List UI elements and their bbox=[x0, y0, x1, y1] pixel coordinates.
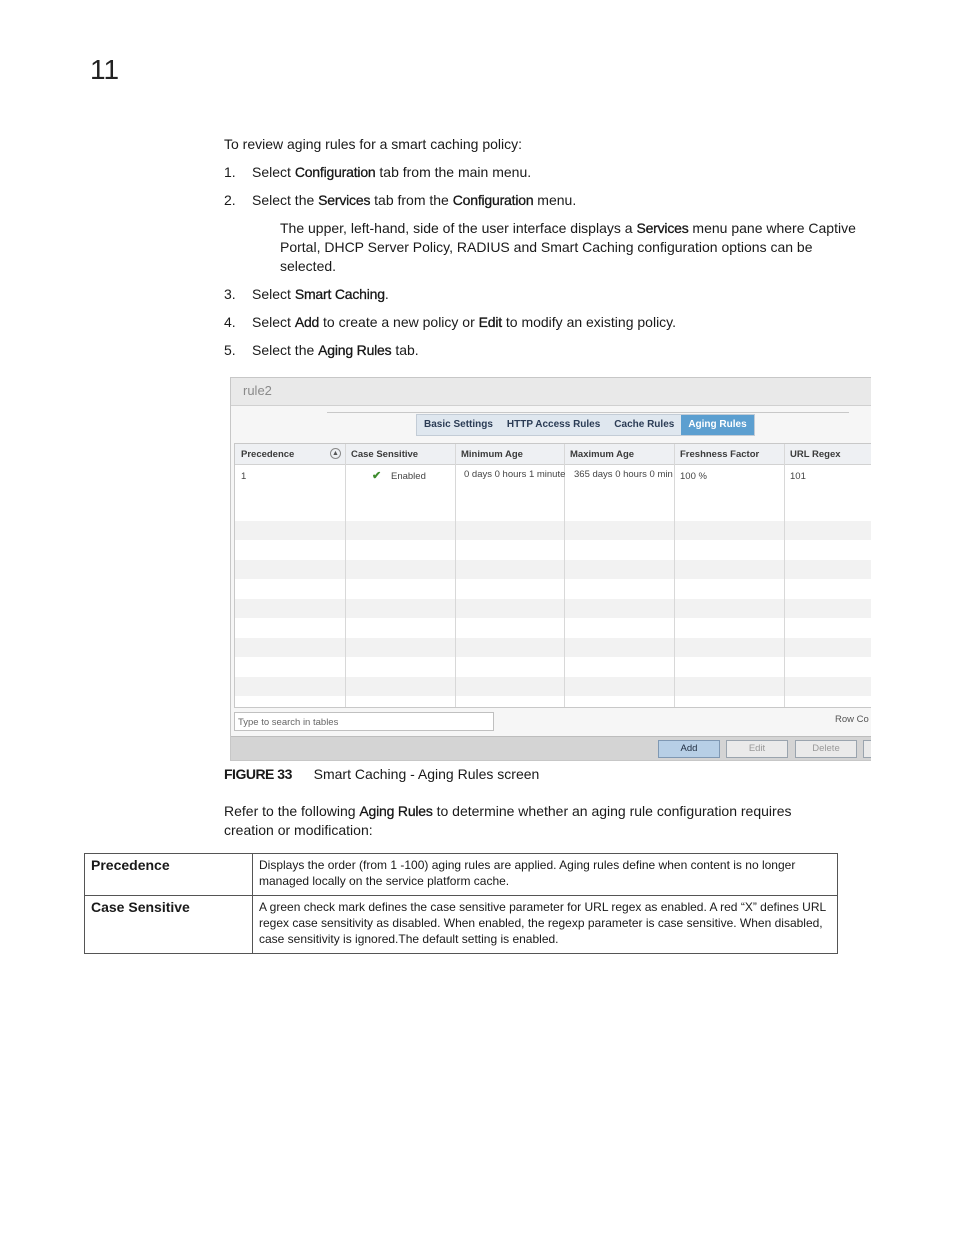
step-1: 1. Select Configuration tab from the main menu. bbox=[224, 164, 532, 180]
term-precedence: Precedence bbox=[85, 854, 253, 896]
cell-maximum-age[interactable]: 365 days 0 hours 0 min bbox=[574, 469, 673, 480]
cell-minimum-age[interactable]: 0 days 0 hours 1 minute bbox=[464, 469, 566, 480]
policy-title: rule2 bbox=[243, 383, 272, 398]
column-divider bbox=[674, 444, 675, 707]
tab-cache-rules[interactable]: Cache Rules bbox=[614, 419, 675, 430]
term-case-sensitive: Case Sensitive bbox=[85, 896, 253, 954]
cell-freshness-factor[interactable]: 100 % bbox=[680, 471, 707, 482]
figure-caption bbox=[224, 766, 539, 782]
table-header bbox=[235, 444, 871, 465]
chapter-number: 11 bbox=[90, 54, 120, 85]
column-divider bbox=[345, 444, 346, 707]
tab-basic-settings[interactable]: Basic Settings bbox=[424, 419, 493, 430]
sort-icon[interactable]: ▲ bbox=[330, 448, 341, 459]
table-row bbox=[235, 677, 871, 696]
step-3: 3. Select Smart Caching. bbox=[224, 286, 389, 302]
tab-http-access-rules[interactable]: HTTP Access Rules bbox=[506, 419, 601, 430]
column-url-regex[interactable]: URL Regex bbox=[790, 449, 841, 460]
desc-precedence: Displays the order (from 1 -100) aging rules are applied. Aging rules define when content is no longer managed locally on the service platform cache. bbox=[253, 854, 838, 896]
definitions-table bbox=[84, 853, 838, 954]
table-row bbox=[235, 638, 871, 657]
aging-rules-table bbox=[234, 443, 871, 708]
step-2: 2. Select the Services tab from the Configuration menu. bbox=[224, 192, 577, 208]
column-divider bbox=[784, 444, 785, 707]
refer-paragraph: Refer to the following Aging Rules to determine whether an aging rule configuration requires creation or modification: bbox=[224, 803, 792, 838]
table-row bbox=[85, 854, 838, 896]
column-minimum-age[interactable]: Minimum Age bbox=[461, 449, 523, 460]
column-freshness-factor[interactable]: Freshness Factor bbox=[680, 449, 760, 460]
table-row bbox=[235, 521, 871, 540]
column-divider bbox=[455, 444, 456, 707]
cell-case-sensitive[interactable]: Enabled bbox=[391, 471, 426, 482]
table-row bbox=[85, 896, 838, 954]
figure-title: Smart Caching - Aging Rules screen bbox=[313, 766, 540, 782]
cell-url-regex[interactable]: 101 bbox=[790, 471, 806, 482]
column-precedence[interactable]: Precedence bbox=[241, 449, 295, 460]
add-button[interactable]: Add bbox=[658, 740, 720, 758]
column-maximum-age[interactable]: Maximum Age bbox=[570, 449, 635, 460]
figure-label: FIGURE 33 bbox=[224, 766, 292, 782]
aging-rules-screenshot bbox=[230, 377, 871, 761]
table-row bbox=[235, 599, 871, 618]
step-5: 5. Select the Aging Rules tab. bbox=[224, 342, 419, 358]
cell-precedence[interactable]: 1 bbox=[241, 471, 247, 482]
column-divider bbox=[564, 444, 565, 707]
table-search-input[interactable]: Type to search in tables bbox=[234, 712, 494, 731]
check-icon: ✔ bbox=[372, 470, 382, 482]
step-2-note: The upper, left-hand, side of the user interface displays a Services menu pane where Captive Portal, DHCP Server Policy, RADIUS and Smart Caching configuration options can be selected. bbox=[280, 220, 856, 274]
row-count-label: Row Co bbox=[835, 714, 869, 725]
tab-aging-rules[interactable]: Aging Rules bbox=[681, 415, 753, 435]
desc-case-sensitive: A green check mark defines the case sensitive parameter for URL regex as enabled. A red “X” defines URL regex case sensitivity as disabled. When enabled, the regexp parameter is case sensitive. When disabled, case sensitivity is ignored.The default setting is enabled. bbox=[253, 896, 838, 954]
intro-text: To review aging rules for a smart caching policy: bbox=[224, 136, 523, 152]
column-case-sensitive[interactable]: Case Sensitive bbox=[351, 449, 419, 460]
tab-bar bbox=[416, 414, 755, 436]
edit-button[interactable]: Edit bbox=[726, 740, 788, 758]
tab-divider bbox=[327, 412, 849, 413]
table-row bbox=[235, 560, 871, 579]
screenshot-body bbox=[231, 406, 871, 736]
step-4: 4. Select Add to create a new policy or Edit to modify an existing policy. bbox=[224, 314, 677, 330]
button-bar bbox=[231, 736, 871, 761]
delete-button[interactable]: Delete bbox=[795, 740, 857, 758]
overflow-button[interactable] bbox=[863, 740, 871, 758]
